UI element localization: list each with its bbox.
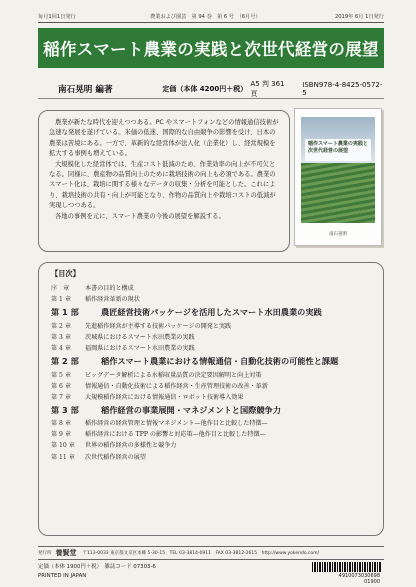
toc-chapter xyxy=(51,293,373,304)
part-title: 稲作スマート農業における情報通信・自動化技術の可能性と課題 xyxy=(101,355,339,366)
book-author: 南石晃明 編著 xyxy=(58,85,113,95)
book-meta xyxy=(38,80,384,99)
toc-chapter xyxy=(51,417,373,428)
cover-title: 稲作スマート農業の実践と次世代経営の展望 xyxy=(305,139,371,161)
chapter-number: 第 11 章 xyxy=(51,453,75,461)
publisher-name: 養賢堂 xyxy=(55,548,77,557)
barcode-number: 4910073030698 xyxy=(338,573,380,579)
book-title-banner xyxy=(38,28,384,68)
magazine-price: 定価（本体 1900円＋税） 雑誌コード 07303-6 xyxy=(38,564,156,570)
toc-part xyxy=(51,403,373,418)
description-paragraph: 農業が新たな時代を迎えつつある。PC やスマートフォンなどの情報通信技術が急速な発展を遂げている。米価の低迷、国際的な自由競争の影響を受け、日本の農業は苦境にある。一方で、革新的な経営体が法人化（企業化）し、経営規模を拡大する事例も増えている。 xyxy=(49,119,279,158)
chapter-title: 次世代稲作経営の展望 xyxy=(85,453,146,461)
chapter-number: 第 4 章 xyxy=(51,344,71,352)
part-number: 第 1 部 xyxy=(51,306,79,317)
chapter-number: 第 1 章 xyxy=(51,296,71,304)
chapter-number: 第 2 章 xyxy=(51,322,71,330)
chapter-title: 稲作経営革新の現状 xyxy=(85,296,140,304)
barcode-addon: 01900 xyxy=(364,579,380,585)
toc-chapter xyxy=(51,282,373,293)
description-paragraph: 大規模化した経営体では、生産コスト低減のため、作業効率の向上が不可欠となる。同様に、農産物の品質向上のために栽培技術の向上も必須である。農業のスマート化は、栽培に関する様々なデータの収集・分析を可能とした。これにより、栽培技術の共有・向上が可能となり、作物の品質向上や栽培コストの低減が実現しつつある。 xyxy=(49,160,276,210)
toc-chapter xyxy=(51,391,373,402)
chapter-number: 第 10 章 xyxy=(51,442,75,450)
toc-chapter xyxy=(51,439,373,450)
part-number: 第 3 部 xyxy=(51,404,79,415)
toc-heading: 【目次】 xyxy=(51,269,80,278)
part-title: 農匠経営技術パッケージを活用したスマート水田農業の実践 xyxy=(101,306,322,317)
toc-part xyxy=(51,305,373,320)
chapter-title: 福岡県におけるスマート水田農業の実践 xyxy=(85,344,195,352)
book-cover-image xyxy=(294,108,382,246)
issue-volume: 農業および園芸 第 94 巻 第 6 号 （6月号） xyxy=(150,13,261,20)
colophon xyxy=(38,562,384,584)
chapter-number: 序 章 xyxy=(51,285,70,293)
issue-schedule: 毎月1回1日発行 xyxy=(38,13,76,20)
toc-chapter xyxy=(51,331,373,342)
chapter-number: 第 7 章 xyxy=(51,393,71,401)
chapter-title: ビッグデータ解析による水稲収量品質の決定要因解明と向上対策 xyxy=(85,371,262,379)
cover-author: 南石晃明 xyxy=(329,232,347,237)
book-title: 稲作スマート農業の実践と次世代経営の展望 xyxy=(43,40,379,59)
book-price: 定価（本体 4200円＋税） xyxy=(162,85,248,93)
description-paragraph: 各地の事例を元に、スマート農業の今後の展望を解説する。 xyxy=(55,212,225,220)
toc-part xyxy=(51,354,373,369)
toc-chapter xyxy=(51,380,373,391)
cover-rice-field xyxy=(301,163,375,223)
toc-chapter xyxy=(51,320,373,331)
toc-chapter xyxy=(51,368,373,379)
chapter-number: 第 5 章 xyxy=(51,371,71,379)
issue-date: 2019年 6月 1日発行 xyxy=(334,13,384,20)
barcode-image xyxy=(312,562,382,572)
toc-chapter xyxy=(51,451,373,462)
issue-header xyxy=(38,10,384,23)
toc-chapter xyxy=(51,428,373,439)
publisher-address: 〒113-0033 東京都文京区本郷 5-30-15 TEL 03-3814-0911 FAX 03-3812-2615 http://www.yokendo.com/ xyxy=(82,551,320,556)
chapter-title: 先進稲作経営が主導する技術パッケージの開発と実践 xyxy=(85,322,232,330)
toc-chapter xyxy=(51,342,373,353)
chapter-title: 情報通信・自動化技術による稲作経営・生産管理技術の改善・革新 xyxy=(85,382,268,390)
book-spec: A5 判 361 頁 xyxy=(250,80,285,98)
chapter-title: 茨城県におけるスマート水田農業の実践 xyxy=(85,333,195,341)
chapter-title: 世界の稲作経営の多様性と競争力 xyxy=(85,442,177,450)
chapter-number: 第 8 章 xyxy=(51,420,71,428)
part-title: 稲作経営の事業展開・マネジメントと国際競争力 xyxy=(101,404,281,415)
chapter-title: 稲作経営における TPP の影響と対応策—他作目と比較した特徴— xyxy=(85,431,266,439)
part-number: 第 2 部 xyxy=(51,355,79,366)
book-description xyxy=(38,110,290,252)
book-isbn: ISBN978-4-8425-0572-5 xyxy=(302,81,383,97)
publisher-label: 発行所 xyxy=(38,551,52,556)
publisher-bar xyxy=(38,546,384,560)
chapter-number: 第 6 章 xyxy=(51,382,71,390)
chapter-title: 稲作経営の経営管理と情報マネジメント—他作目と比較した特徴— xyxy=(85,420,268,428)
chapter-title: 大規模稲作経営における情報通信・ロボット技術導入効果 xyxy=(85,393,244,401)
printed-in: PRINTED IN JAPAN xyxy=(38,573,87,579)
chapter-title: 本書の目的と構成 xyxy=(85,285,134,293)
table-of-contents xyxy=(38,262,384,536)
chapter-number: 第 9 章 xyxy=(51,431,71,439)
chapter-number: 第 3 章 xyxy=(51,333,71,341)
